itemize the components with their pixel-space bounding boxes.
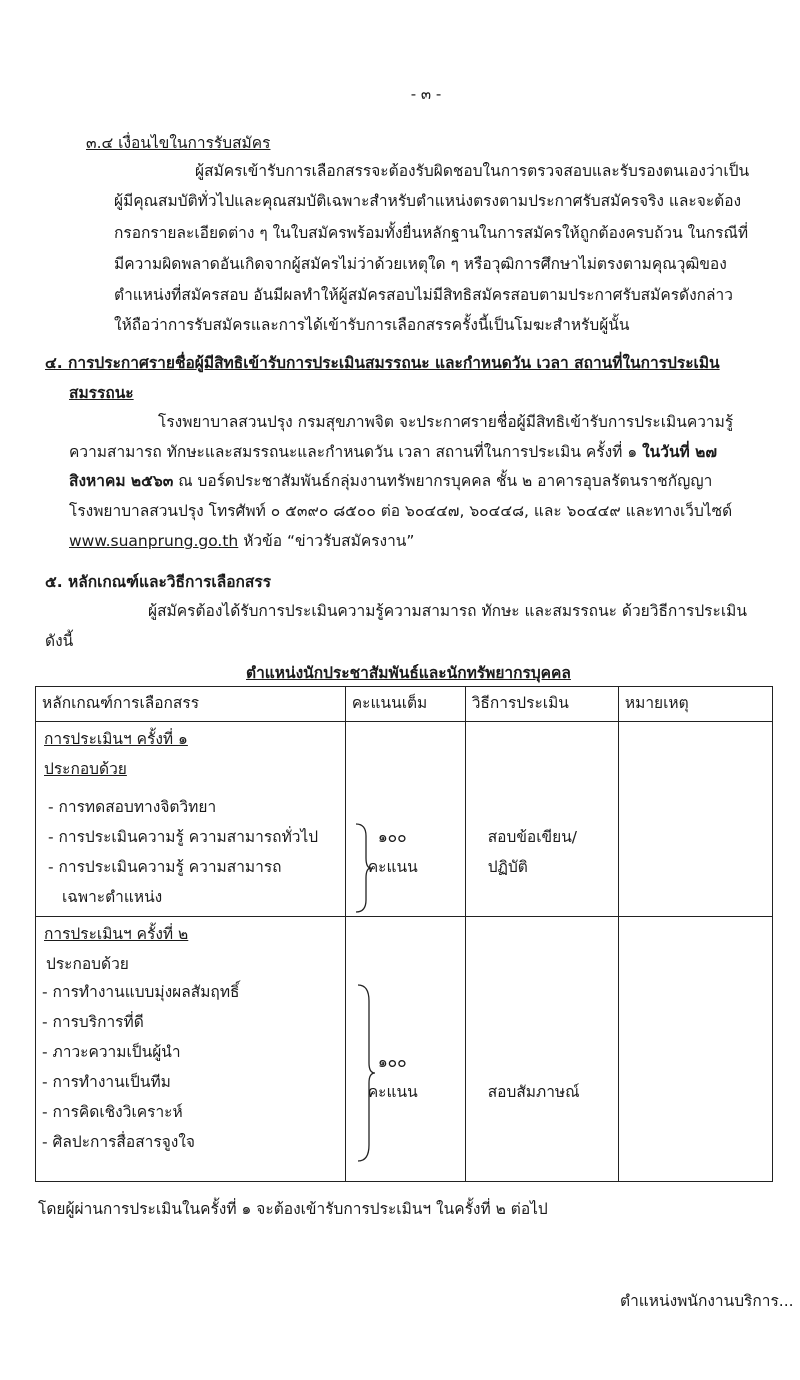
s34-line-5: ตำแหน่งที่สมัครสอบ อันมีผลทำให้ผู้สมัครสอบไม่มีสิทธิสมัครสอบตามประกาศรับสมัครดังกล่าว: [114, 286, 733, 304]
header-remark: หมายเหตุ: [618, 687, 772, 722]
s4-line-4: โรงพยาบาลสวนปรุง โทรศัพท์ ๐ ๕๓๙๐ ๘๕๐๐ ต่อ ๖๐๔๔๗, ๖๐๔๔๘, และ ๖๐๔๔๙ และทางเว็บไซด์: [69, 502, 733, 520]
continuation-text: ตำแหน่งพนักงานบริการ...: [620, 1292, 794, 1310]
after-table-note: โดยผู้ผ่านการประเมินในครั้งที่ ๑ จะต้องเข้ารับการประเมินฯ ในครั้งที่ ๒ ต่อไป: [38, 1200, 548, 1218]
website-link[interactable]: www.suanprung.go.th: [69, 532, 239, 550]
s4-line-2: [69, 441, 717, 463]
round-1-item-1: - การทดสอบทางจิตวิทยา: [48, 798, 217, 816]
criteria-table: [35, 686, 773, 1182]
round-1-score-unit: คะแนน: [367, 858, 418, 876]
s34-line-6: ให้ถือว่าการรับสมัครและการได้เข้ารับการเลือกสรรครั้งนี้เป็นโมฆะสำหรับผู้นั้น: [114, 316, 630, 334]
s34-line-4: มีความผิดพลาดอันเกิดจากผู้สมัครไม่ว่าด้วยเหตุใด ๆ หรือวุฒิการศึกษาไม่ตรงตามคุณวุฒิของ: [114, 255, 727, 273]
table-header-row: [36, 687, 773, 722]
round-2-item-2: - การบริการที่ดี: [42, 1013, 144, 1031]
round-2-item-6: - ศิลปะการสื่อสารจูงใจ: [42, 1133, 195, 1151]
round-1-subtitle: ประกอบด้วย: [44, 760, 127, 778]
s4-line-5: [69, 530, 414, 552]
round-2-title: การประเมินฯ ครั้งที่ ๒: [44, 925, 189, 943]
round-2-score: ๑๐๐: [377, 1053, 407, 1071]
header-method: วิธีการประเมิน: [465, 687, 618, 722]
page-number: - ๓ -: [410, 85, 442, 103]
s34-line-1: ผู้สมัครเข้ารับการเลือกสรรจะต้องรับผิดชอบในการตรวจสอบและรับรองตนเองว่าเป็น: [195, 162, 750, 180]
section-4-heading: ๔. การประกาศรายชื่อผู้มีสิทธิเข้ารับการประเมินสมรรถนะ และกำหนดวัน เวลา สถานที่ในการประเมิน: [45, 354, 720, 372]
round-2-item-5: - การคิดเชิงวิเคราะห์: [42, 1103, 183, 1121]
table-caption: ตำแหน่งนักประชาสัมพันธ์และนักทรัพยากรบุคคล: [246, 664, 571, 682]
section-3-4-heading: ๓.๔ เงื่อนไขในการรับสมัคร: [86, 134, 271, 152]
section-4-heading-cont: สมรรถนะ: [69, 384, 134, 402]
round-2-method: สอบสัมภาษณ์: [487, 1083, 580, 1101]
table-row-round-2: [36, 917, 773, 1182]
section-5-heading: ๕. หลักเกณฑ์และวิธีการเลือกสรร: [45, 573, 272, 591]
round-2-item-1: - การทำงานแบบมุ่งผลสัมฤทธิ์: [42, 983, 240, 1001]
s4-line-3: [69, 470, 712, 492]
round-2-method-cell: [465, 917, 618, 1182]
round-1-item-2: - การประเมินความรู้ ความสามารถทั่วไป: [48, 828, 319, 846]
round-1-criteria-cell: [36, 722, 346, 917]
s5-line-2: ดังนี้: [45, 632, 74, 650]
round-2-subtitle: ประกอบด้วย: [46, 955, 129, 973]
s4-line-3-text: ณ บอร์ดประชาสัมพันธ์กลุ่มงานทรัพยากรบุคคล ชั้น ๒ อาคารอุบลรัตนราชกัญญา: [173, 472, 713, 490]
round-2-item-3: - ภาวะความเป็นผู้นำ: [42, 1043, 181, 1061]
table-row-round-1: [36, 722, 773, 917]
round-1-item-3-cont: เฉพาะตำแหน่ง: [62, 888, 163, 906]
round-1-method-line-2: ปฏิบัติ: [487, 858, 528, 876]
round-2-item-4: - การทำงานเป็นทีม: [42, 1073, 171, 1091]
s4-date-part-1: ในวันที่ ๒๗: [642, 443, 718, 461]
round-1-score-cell: [345, 722, 465, 917]
round-2-criteria-cell: [36, 917, 346, 1182]
round-1-remark-cell: [618, 722, 772, 917]
round-1-title: การประเมินฯ ครั้งที่ ๑: [44, 730, 188, 748]
round-2-score-cell: [345, 917, 465, 1182]
s34-line-3: กรอกรายละเอียดต่าง ๆ ในใบสมัครพร้อมทั้งยื่นหลักฐานในการสมัครให้ถูกต้องครบถ้วน ในกรณีที่: [114, 224, 749, 242]
s4-line-1: โรงพยาบาลสวนปรุง กรมสุขภาพจิต จะประกาศรายชื่อผู้มีสิทธิเข้ารับการประเมินความรู้: [158, 413, 734, 431]
round-2-remark-cell: [618, 917, 772, 1182]
header-full-score: คะแนนเต็ม: [345, 687, 465, 722]
s5-line-1: ผู้สมัครต้องได้รับการประเมินความรู้ความสามารถ ทักษะ และสมรรถนะ ด้วยวิธีการประเมิน: [148, 602, 747, 620]
s4-date-part-2: สิงหาคม ๒๕๖๓: [69, 472, 174, 490]
round-1-method-cell: [465, 722, 618, 917]
header-criteria: หลักเกณฑ์การเลือกสรร: [36, 687, 346, 722]
s4-line-5-text: หัวข้อ “ข่าวรับสมัครงาน”: [238, 532, 415, 550]
round-2-score-unit: คะแนน: [367, 1083, 418, 1101]
s4-line-2-text: ความสามารถ ทักษะและสมรรถนะและกำหนดวัน เวลา สถานที่ในการประเมิน ครั้งที่ ๑: [69, 443, 643, 461]
round-1-method-line-1: สอบข้อเขียน/: [487, 828, 578, 846]
round-1-score: ๑๐๐: [377, 828, 407, 846]
s34-line-2: ผู้มีคุณสมบัติทั่วไปและคุณสมบัติเฉพาะสำหรับตำแหน่งตรงตามประกาศรับสมัครจริง และจะต้อง: [114, 192, 742, 210]
round-1-item-3: - การประเมินความรู้ ความสามารถ: [48, 858, 282, 876]
